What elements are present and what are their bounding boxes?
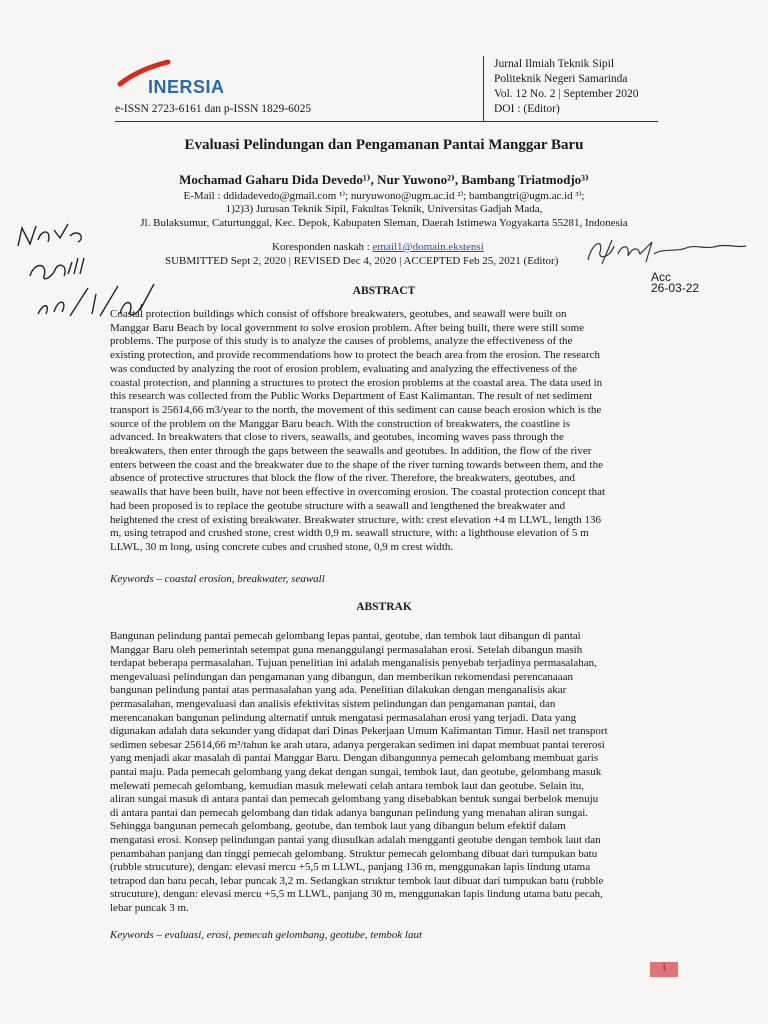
author-list: Mochamad Gaharu Dida Devedo¹⁾, Nur Yuwono²⁾, Bambang Triatmodjo³⁾ <box>179 172 589 187</box>
header-divider-vertical <box>483 56 484 121</box>
abstract-line: (rubble strucuture), dengan: elevasi mercu +5,5 m LLWL, panjang 136 m, menggunakan lapis lindung utama <box>110 861 591 874</box>
abstract-line: Manggar Baru Beach by local government to solve erosion problem. After being built, there were still some <box>110 321 585 334</box>
author-emails: E-Mail : ddidadevedo@gmail.com ¹⁾; nuryuwono@ugm.ac.id ²⁾; bambangtri@ugm.ac.id ³⁾; <box>183 190 585 202</box>
abstract-line: merencanakan bangunan pelindung alternatif untuk mengatasi permasalahan erosi yang terjadi. Data yang <box>110 711 577 724</box>
keywords-en: Keywords – coastal erosion, breakwater, seawall <box>110 573 325 585</box>
abstract-line: penambahan panjang dan tinggi pemecah gelombang. Struktur pemecah gelombang dibuat dari tumpukan batu <box>110 847 598 860</box>
abstract-line: was conducted by analyzing the root of erosion problem, evaluating and analyzing the effectiveness of the <box>110 362 578 375</box>
abstract-line: source of the problem on the Manggar Baru beach. With the construction of breakwaters, the coastline is <box>110 417 570 430</box>
abstract-line: Coastal protection buildings which consist of offshore breakwaters, geotubes, and seawall were built on <box>110 308 567 320</box>
abstract-line: this research was collected from the Public Works Department of East Kalimantan. The result of net sediment <box>110 390 593 403</box>
abstract-line: lebar puncak 3 m. <box>110 902 189 914</box>
affiliation-line-2: Jl. Bulaksumur, Caturtunggal, Kec. Depok, Kabupaten Sleman, Daerah Istimewa Yogyakarta 55281, Indonesia <box>140 217 628 229</box>
journal-institution-line: Politeknik Negeri Samarinda <box>494 73 628 85</box>
abstract-line: Bangunan pelindung pantai pemecah gelombang lepas pantai, geotube, dan tembok laut dibangun di pantai <box>110 630 581 642</box>
abstract-line: coastal protection, and planning a structures to protect the erosion problems at the coastal area. The data used in <box>110 376 603 389</box>
abstract-line: problems. The purpose of this study is to analyze the causes of problems, analyze the effectiveness of the <box>110 335 573 348</box>
abstract-line: absence of protective structures that block the flow of the river. Therefore, the breakwaters, geotubes, and <box>110 472 575 485</box>
abstract-line: LLWL, 30 m long, using concrete cubes and crushed stone, 0,9 m crest width. <box>110 540 454 553</box>
abstract-line: tetrapod dan batu pecah, lebar puncak 3,2 m. Sedangkan struktur tembok laut dibuat dari tumpukan batu (rubble <box>110 874 604 887</box>
signature-scribble <box>582 234 752 268</box>
journal-doi-line: DOI : (Editor) <box>494 103 560 115</box>
journal-logo-name: INERSIA <box>148 77 225 97</box>
abstract-line: existing protection, and provide recommendations how to protect the beach area from the erosion. The research <box>110 349 601 362</box>
abstract-line: di antara pantai dan pemecah gelombang dan tidak adanya bangunan pelindung yang menahan aliran sungai. <box>110 806 589 819</box>
abstract-line: melewati pemecah gelombang, kemudian masuk melewati celah antara tembok laut dan geotube. Selain itu, <box>110 779 585 792</box>
abstract-heading: ABSTRACT <box>352 285 416 297</box>
journal-name-line: Jurnal Ilmiah Teknik Sipil <box>494 58 615 70</box>
abstract-line: m, using tetrapod and crushed stone, crest width 0,9 m. seawall structure, with: a lighthouse elevation of 5 m <box>110 527 589 540</box>
abstract-line: strucuture), dengan: elevasi mercu +5,5 m LLWL, panjang 30 m, menggunakan lapis lindung utama batu pecah, <box>110 888 603 901</box>
abstract-line: advanced. In breakwaters that close to rivers, seawalls, and geotubes, incoming waves pass through the <box>110 431 564 444</box>
submission-dates: SUBMITTED Sept 2, 2020 | REVISED Dec 4, 2020 | ACCEPTED Feb 25, 2021 (Editor) <box>165 255 559 267</box>
abstract-line: seawalls that have been built, have not been effective in overcoming erosion. The coastal protection concept that <box>110 486 606 499</box>
abstract-line: aliran sungai masuk di antara pantai dan pemecah gelombang yang disebabkan bentuk sungai berbelok menuju <box>110 793 599 806</box>
abstract-line: breakwaters, then enter through the gaps between the seawalls and geotubes. In addition, the flow of the river <box>110 445 592 457</box>
abstract-line: Sehingga bangunan pemecah gelombang, geotube, dan tembok laut yang dibangun belum efektif dalam <box>110 820 566 833</box>
abstract-line: bangunan pelindung pantai atas permasalahan yang ada. Penelitian dilakukan dengan menganalisis akar <box>110 684 567 697</box>
header-divider <box>115 121 658 122</box>
abstract-line: terdapat beberapa permasalahan. Tujuan penelitian ini adalah menganalisis penyebab terjadinya permasalahan, <box>110 657 597 670</box>
abstract-line: mengatasi erosi. Konsep pelindungan pantai yang diusulkan adalah mengganti geotube dengan tembok laut dan <box>110 834 601 846</box>
abstract-line: transport is 25614,66 m3/year to the north, the movement of this sediment can cause beach erosion which is the <box>110 403 602 416</box>
corresponding-label: Koresponden naskah : <box>272 241 373 253</box>
journal-volume-line: Vol. 12 No. 2 | September 2020 <box>494 88 639 100</box>
abstract-line: pantai maju. Pada pemecah gelombang yang dekat dengan sungai, tembok laut, dan geotube, gelombang masuk <box>110 766 602 778</box>
abstract-line: mengevaluasi pelindungan dan pengamanan yang dibangun, dan memberikan rekomendasi perencanaaan <box>110 670 574 683</box>
abstract-line: enters between the coast and the breakwater due to the shape of the river turning towards between them, and the <box>110 458 603 471</box>
page-number: 1 <box>661 962 667 973</box>
acc-stamp-date: 26-03-22 <box>651 281 700 295</box>
abstract-line: sedimen sebesar 25614,66 m³/tahun ke arah utara, adanya pergerakan sedimen ini dapat membuat pantai tererosi <box>110 738 605 751</box>
paper-title: Evaluasi Pelindungan dan Pengamanan Pantai Manggar Baru <box>184 137 584 153</box>
abstract-line: digunakan adalah data sekunder yang didapat dari Dinas Pekerjaan Umum Kalimantan Timur. Hasil net transport <box>110 725 608 738</box>
corresponding-author <box>272 241 484 253</box>
abstract-line: heightened the crest of existing breakwater. Breakwater structure, with: crest elevation +4 m LLWL, length 136 <box>110 513 602 526</box>
corresponding-email-link[interactable]: email1@domain.ekstensi <box>372 241 484 253</box>
abstract-line: yang menjadi akar masalah di pantai Manggar Baru. Dengan dibangunnya pemecah gelombang membuat garis <box>110 752 599 765</box>
affiliation-line-1: 1)2)3) Jurusan Teknik Sipil, Fakultas Teknik, Universitas Gadjah Mada, <box>225 203 543 215</box>
issn-line: e-ISSN 2723-6161 dan p-ISSN 1829-6025 <box>115 103 312 115</box>
keywords-id: Keywords – evaluasi, erosi, pemecah gelombang, geotube, tembok laut <box>110 929 423 941</box>
abstract-line: had been proposed is to replace the geotube structure with a seawall and lengthened the breakwater and <box>110 499 566 512</box>
abstract-line: permasalahan, mengevaluasi dan analisis efektivitas sistem pelindungan dan pengamanan pantai, dan <box>110 698 556 710</box>
abstract-line: Manggar Baru oleh pemerintah setempat guna menanggulangi permasalahan erosi. Setelah dibangun masih <box>110 643 583 656</box>
acc-stamp-label: Acc <box>651 270 672 284</box>
abstrak-heading: ABSTRAK <box>356 601 412 613</box>
